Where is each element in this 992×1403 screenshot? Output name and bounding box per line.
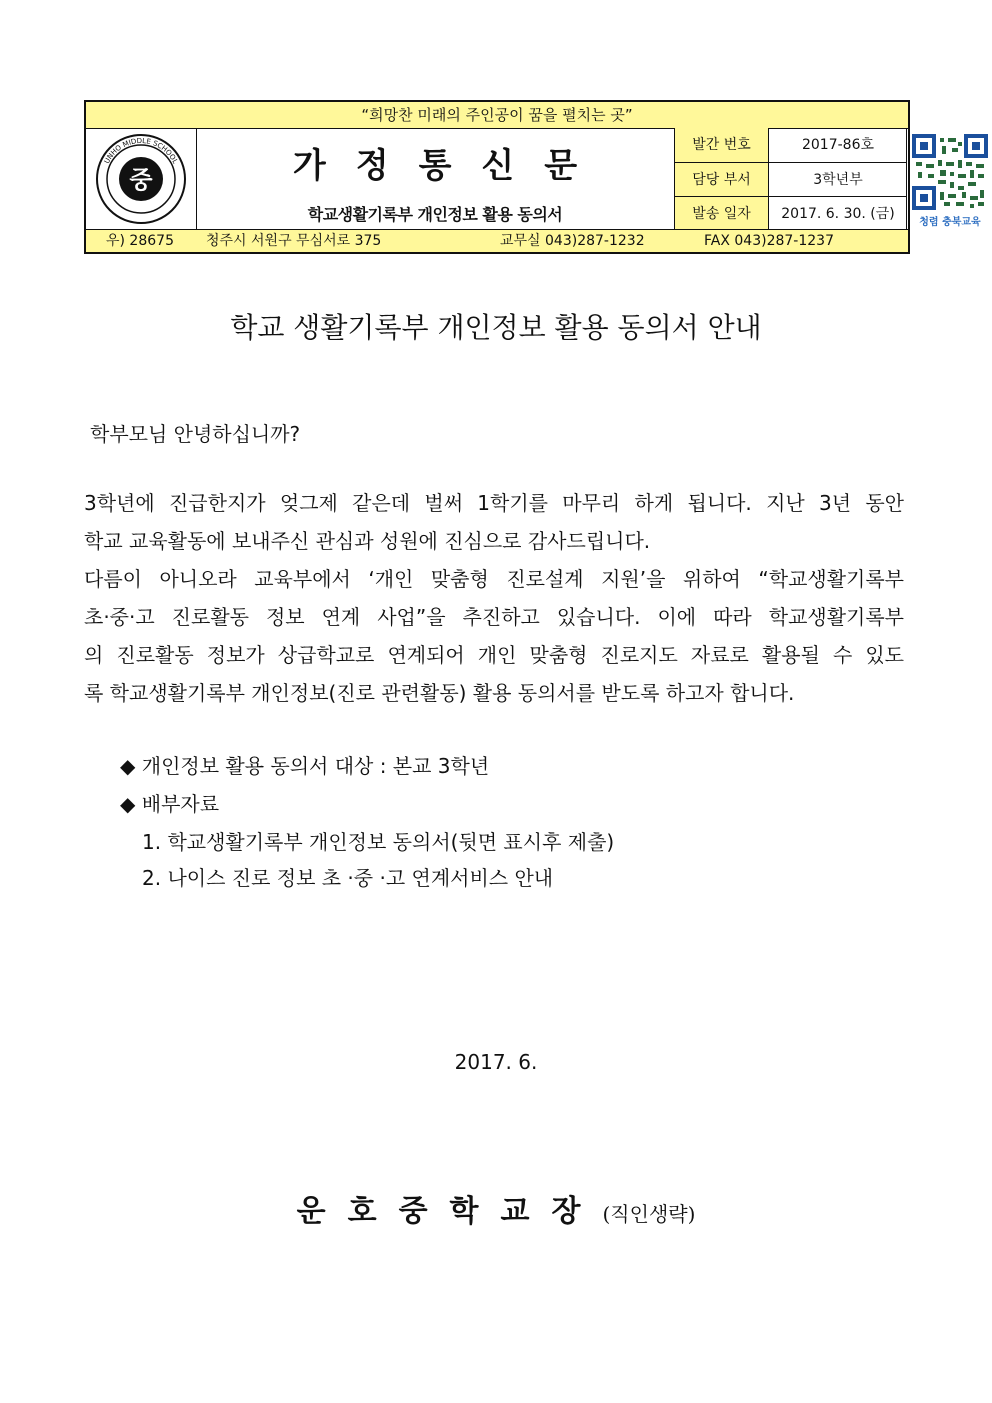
school-logo — [86, 128, 197, 230]
attachment-item: 1. 학교생활기록부 개인정보 동의서(뒷면 표시후 제출) — [142, 830, 615, 854]
info-value: 3학년부 — [813, 172, 863, 188]
newsletter-header — [84, 100, 981, 254]
info-label: 담당 부서 — [675, 163, 769, 197]
info-label: 발간 번호 — [675, 128, 769, 162]
seal-omitted-note: (직인생략) — [602, 1202, 696, 1226]
department-row — [675, 162, 907, 196]
diamond-icon: ◆ — [120, 754, 136, 778]
paragraph-line: 다름이 아니오라 교육부에서 ‘개인 맞춤형 진로설계 지원’을 위하여 “학교생활기록부 — [84, 567, 904, 591]
paragraph-line: 3학년에 진급한지가 엊그제 같은데 벌써 1학기를 마무리 하게 됩니다. 지난 3년 동안 — [84, 491, 904, 515]
signer-block — [0, 1186, 992, 1230]
logo-character: 중 — [129, 166, 153, 194]
diamond-icon: ◆ — [120, 792, 136, 816]
signer-name: 운호중학교장 — [296, 1194, 603, 1229]
qr-code-icon — [908, 130, 992, 214]
slogan: “희망찬 미래의 주인공이 꿈을 펼치는 곳” — [86, 102, 908, 129]
paragraph-1 — [84, 484, 904, 560]
attachment-item: 2. 나이스 진로 정보 초 ·중 ·고 연계서비스 안내 — [142, 866, 554, 890]
bullet-target — [120, 750, 489, 779]
paragraph-line: 학교 교육활동에 보내주신 관심과 성원에 진심으로 감사드립니다. — [84, 529, 651, 553]
newsletter-subtitle: 학교생활기록부 개인정보 활용 동의서 — [307, 205, 563, 224]
contact-bar — [86, 229, 908, 252]
info-value: 2017. 6. 30. (금) — [781, 206, 895, 222]
bullet-attachments — [120, 788, 219, 817]
issue-date: 2017. 6. — [454, 1050, 538, 1074]
address: 청주시 서원구 무심서로 375 — [206, 233, 382, 249]
office-phone: 교무실 043)287-1232 — [500, 233, 645, 249]
issue-info-table — [674, 128, 907, 230]
issue-number-row — [675, 128, 907, 162]
bullet-text: 배부자료 — [141, 792, 220, 816]
qr-code-block — [906, 128, 992, 230]
paragraph-line: 록 학교생활기록부 개인정보(진로 관련활동) 활용 동의서를 받도록 하고자 합니다. — [84, 681, 795, 705]
info-label: 발송 일자 — [675, 197, 769, 231]
postcode: 우) 28675 — [106, 233, 174, 249]
greeting: 학부모님 안녕하십니까? — [90, 422, 301, 446]
school-emblem-icon — [86, 128, 196, 230]
bullet-text: 개인정보 활용 동의서 대상 : 본교 3학년 — [141, 754, 490, 778]
send-date-row — [675, 196, 907, 230]
title-block — [196, 128, 674, 230]
info-value: 2017-86호 — [801, 137, 875, 153]
paragraph-2 — [84, 560, 904, 712]
logo-ring-text: UNHO MIDDLE SCHOOL — [102, 136, 180, 166]
qr-caption: 청렴 충북교육 — [919, 217, 981, 228]
paragraph-line: 의 진로활동 정보가 상급학교로 연계되어 개인 맞춤형 진로지도 자료로 활용될 수 있도 — [84, 643, 904, 667]
document-title: 학교 생활기록부 개인정보 활용 동의서 안내 — [230, 311, 762, 344]
paragraph-line: 초·중·고 진로활동 정보 연계 사업”을 추진하고 있습니다. 이에 따라 학교생활기록부 — [84, 605, 904, 629]
newsletter-title: 가정통신문 — [292, 146, 608, 186]
fax-number: FAX 043)287-1237 — [704, 233, 834, 249]
